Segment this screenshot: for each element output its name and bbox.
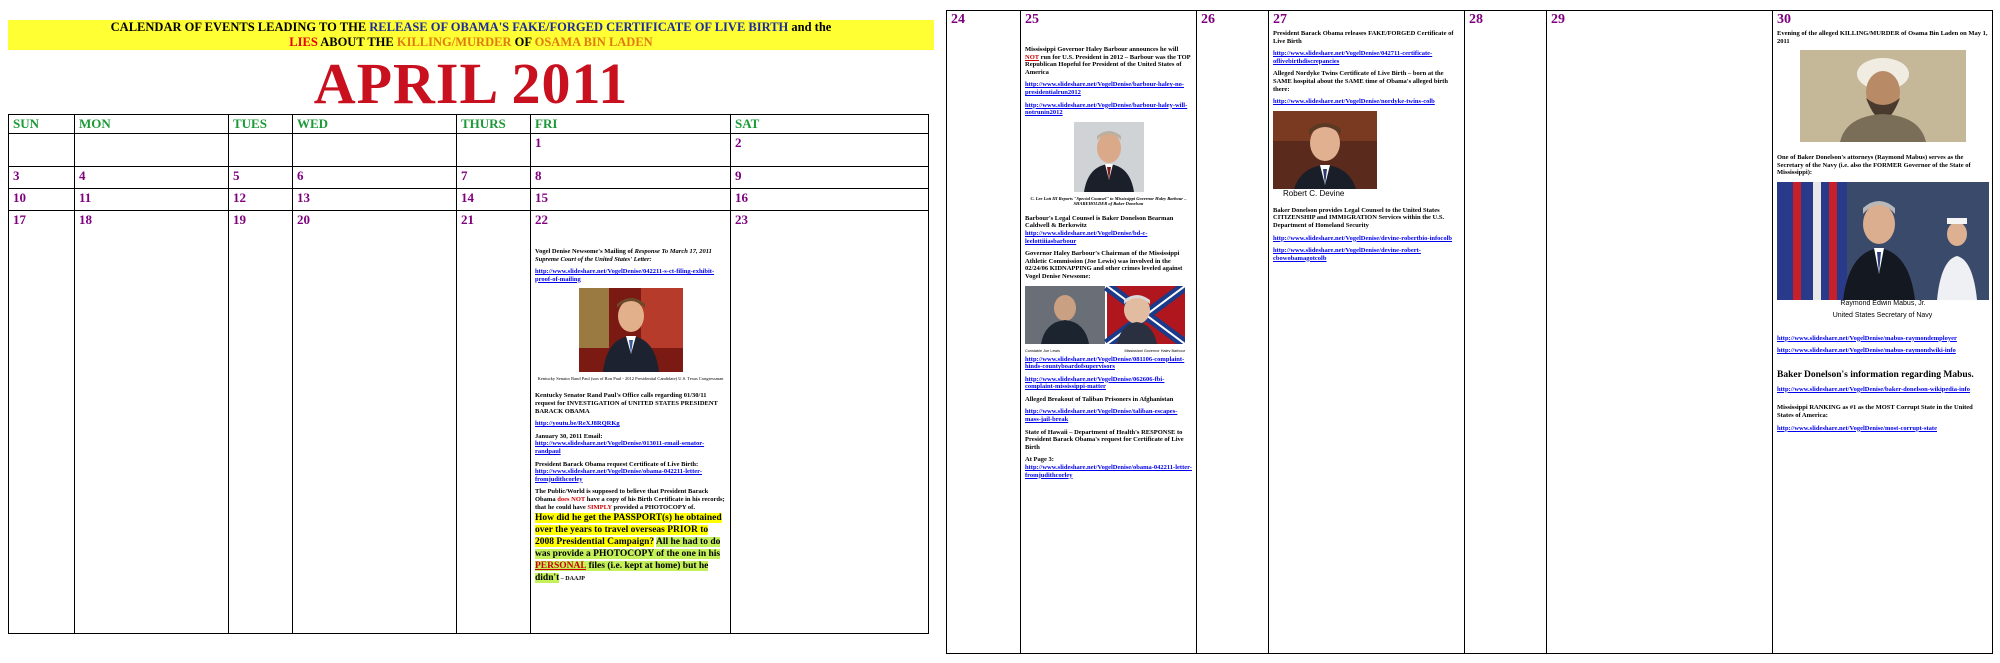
event-links: [1025, 81, 1192, 96]
photo-caption: C. Lee Lott III Reports "Special Counsel" to Mississippi Governor Haley Barbour – SHAREHOLDER of Baker Donelson: [1030, 195, 1187, 206]
day-number: 1: [535, 135, 542, 150]
portrait-pair-icon: [1025, 286, 1185, 344]
banner-lies: LIES: [289, 35, 318, 49]
event-links: [535, 268, 726, 283]
day-cell-empty: [293, 134, 457, 167]
link-hinds-complaint[interactable]: http://www.slideshare.net/VogelDenise/081106-complaint-hinds-countyboardofsupervisors: [1025, 355, 1185, 371]
banner-killing: KILLING/MURDER: [396, 35, 512, 49]
mabus-info-heading: Baker Donelson's information regarding Mabus.: [1777, 369, 1974, 380]
day-cell-8: [531, 167, 731, 189]
event-text: provided a PHOTOCOPY of.: [611, 503, 695, 511]
event-label: President Barack Obama request Certificate of Live Birth:: [535, 460, 699, 468]
calendar-grid-continued: [946, 10, 1993, 654]
day-cell-29: [1547, 11, 1773, 654]
link-fbi-complaint[interactable]: http://www.slideshare.net/VogelDenise/062606-fbi-complaint-mississippi-matter: [1025, 375, 1165, 391]
event-bin-laden: Evening of the alleged KILLING/MURDER of Osama Bin Laden on May 1, 2011: [1777, 30, 1988, 45]
day-cell-1: [531, 134, 731, 167]
day-cell-empty: [75, 134, 229, 167]
event-text-red: SIMPLY: [587, 503, 612, 511]
day-number: 27: [1273, 12, 1287, 27]
event-text: Vogel Denise Newsome's Mailing of: [535, 248, 635, 255]
event-page3: [1025, 456, 1192, 479]
weekday-fri: FRI: [531, 115, 731, 134]
event-text: run for U.S. President in 2012 – Barbour was the TOP Republican Hopeful for President of the United States of America: [1025, 53, 1191, 76]
event-links: [1025, 356, 1192, 371]
day-number: 2: [735, 135, 742, 150]
photo-caption: United States Secretary of Navy: [1832, 311, 1933, 319]
day-number: 28: [1469, 12, 1483, 27]
event-links: [1273, 247, 1460, 262]
day-number: 17: [13, 212, 26, 227]
day-cell-11: [75, 189, 229, 211]
banner-text: OF: [511, 35, 535, 49]
banner-line-1: [8, 20, 934, 35]
photo-caption: Kentucky Senator Rand Paul (son of Ron Paul - 2012 Presidential Candidate) U.S. Texas Congressman: [537, 376, 724, 382]
banner-text: and the: [788, 20, 832, 34]
mabus-photo: [1777, 182, 1989, 310]
week-row: [9, 167, 929, 189]
day-number: 24: [951, 12, 965, 27]
day-cell-12: [229, 189, 293, 211]
day-number: 26: [1201, 12, 1215, 27]
link-mabus-employer[interactable]: http://www.slideshare.net/VogelDenise/mabus-raymondemployer: [1777, 334, 1957, 342]
left-page: [8, 14, 928, 663]
photo-caption: Robert C. Devine: [1283, 188, 1345, 198]
day-cell-9: [731, 167, 929, 189]
day-number: 25: [1025, 12, 1039, 27]
day-number: 22: [535, 212, 548, 227]
day-number: 10: [13, 190, 26, 205]
link-youtube[interactable]: http://youtu.be/ReXJ8RQRKg: [535, 420, 620, 428]
lewis-barbour-photo: [1025, 286, 1185, 352]
day-cell-10: [9, 189, 75, 211]
day-cell-2: [731, 134, 929, 167]
event-mailing: [535, 248, 726, 263]
event-links: [1777, 347, 1988, 355]
event-text: have a copy of his Birth Certificate in his records; that he could have: [535, 495, 725, 511]
event-baker-donelson: Baker Donelson provides Legal Counsel to the United States CITIZENSHIP and IMMIGRATION Services within the U.S. Department of Homeland Security: [1273, 206, 1445, 229]
event-rand-paul: Kentucky Senator Rand Paul's Office calls regarding 01/30/11 request for INVESTIGATION of UNITED STATES PRESIDENT BARACK OBAMA: [535, 392, 718, 415]
link-supreme-court-mailing[interactable]: http://www.slideshare.net/VogelDenise/042211-s-ct-filing-exhibit-proof-of-mailing: [535, 268, 715, 283]
day-number: 18: [79, 212, 92, 227]
event-mabus: One of Baker Donelson's attorneys (Raymond Mabus) serves as the Secretary of the Navy (i.e. also the FORMER Governor of the State of Mississippi):: [1777, 154, 1971, 177]
photo-caption: Mississippi Governor Haley Barbour: [1124, 348, 1185, 352]
day-number: 19: [233, 212, 246, 227]
day-cell-30: [1773, 11, 1993, 654]
day-cell-16: [731, 189, 929, 211]
link-barbour-will-not-run[interactable]: http://www.slideshare.net/VogelDenise/barbour-haley-will-notrunin2012: [1025, 101, 1188, 117]
photo-caption: Constable Joe Lewis: [1025, 348, 1061, 352]
link-email-senator[interactable]: http://www.slideshare.net/VogelDenise/013011-email-senator-randpaul: [535, 440, 705, 455]
note-signature: – DAAJP: [559, 576, 585, 583]
day-cell-21: [457, 211, 531, 634]
link-colb-discrepancies[interactable]: http://www.slideshare.net/VogelDenise/042711-certificate-oflivebirthdiscrepancies: [1273, 50, 1433, 65]
photo-caption-row: [1025, 349, 1185, 352]
note-highlight-personal: PERSONAL: [535, 561, 587, 572]
banner-text: CALENDAR OF EVENTS LEADING TO THE: [110, 20, 370, 34]
day-cell-23: [731, 211, 929, 634]
event-label: January 30, 2011 Email:: [535, 432, 603, 440]
day-cell-7: [457, 167, 531, 189]
event-text: Mississippi Governor Haley Barbour announces he will: [1025, 46, 1179, 53]
note-highlight-green: All he had to do was provide a PHOTOCOPY of the one in his: [535, 537, 721, 560]
lee-lott-photo: [1074, 122, 1144, 192]
week-row: [9, 189, 929, 211]
day-number: 30: [1777, 12, 1791, 27]
link-corley-letter[interactable]: http://www.slideshare.net/VogelDenise/obama-042211-letter-fromjudithcorley: [535, 468, 702, 483]
week-row: [947, 11, 1993, 654]
portrait-icon: [1800, 50, 1966, 142]
event-label: At Page 3:: [1025, 456, 1054, 464]
banner: [8, 20, 934, 50]
day-cell-6: [293, 167, 457, 189]
day-number: 16: [735, 190, 748, 205]
weekday-thurs: THURS: [457, 115, 531, 134]
passport-note: [535, 512, 726, 585]
day-number: 9: [735, 168, 742, 183]
day-cell-3: [9, 167, 75, 189]
day-number: 8: [535, 168, 542, 183]
day-cell-5: [229, 167, 293, 189]
rand-paul-photo: [579, 288, 683, 372]
event-links: [1273, 235, 1460, 243]
day-cell-19: [229, 211, 293, 634]
devine-photo: [1273, 111, 1377, 203]
weekday-wed: WED: [293, 115, 457, 134]
portrait-icon: [1074, 122, 1144, 192]
note-highlight-green: files (i.e. kept at home) but he didn't: [535, 561, 709, 584]
photo-caption: Raymond Edwin Mabus, Jr.: [1840, 299, 1926, 307]
event-text-italic: Response To March 17, 2011 Supreme Court of the United States' Letter:: [535, 248, 712, 263]
bin-laden-photo: [1800, 50, 1966, 142]
link-baker-donelson-wiki[interactable]: http://www.slideshare.net/VogelDenise/baker-donelson-wikipedia-info: [1777, 385, 1970, 393]
event-ranking: Mississippi RANKING as #1 as the MOST Corrupt State in the United States of America:: [1777, 404, 1973, 419]
link-bd-lee-lott[interactable]: http://www.slideshare.net/VogelDenise/bd-c-leelottiiiasbarbour: [1025, 229, 1148, 245]
event-taliban: Alleged Breakout of Taliban Prisoners in Afghanistan: [1025, 395, 1174, 403]
portrait-icon: [579, 288, 683, 372]
event-chairman: Governor Haley Barbour's Chairman of the Mississippi Athletic Commission (Joe Lewis) was involved in the 02/24/06 KIDNAPPING and other crimes leveled against Vogel Denise Newsome:: [1025, 250, 1183, 280]
day-number: 15: [535, 190, 548, 205]
day-cell-24: [947, 11, 1021, 654]
event-nordyke: Alleged Nordyke Twins Certificate of Live Birth – born at the SAME hospital about the SAME time of Obama's alleged birth there:: [1273, 70, 1448, 93]
day-number: 13: [297, 190, 310, 205]
event-text: The Public/World is supposed to believe that President Barack Obama: [535, 488, 709, 503]
week-row: [9, 211, 929, 634]
week-row: [9, 134, 929, 167]
event-links: [1777, 386, 1988, 394]
day-cell-28: [1465, 11, 1547, 654]
weekday-mon: MON: [75, 115, 229, 134]
day-number: 11: [79, 190, 92, 205]
day-number: 7: [461, 168, 468, 183]
banner-osama: OSAMA BIN LADEN: [534, 35, 653, 49]
event-links: [1025, 408, 1192, 423]
day-cell-20: [293, 211, 457, 634]
event-links: [1273, 98, 1460, 106]
event-links: [1025, 376, 1192, 391]
day-number: 23: [735, 212, 748, 227]
day-cell-empty: [457, 134, 531, 167]
day-cell-26: [1197, 11, 1269, 654]
event-links: [1025, 102, 1192, 117]
day-cell-18: [75, 211, 229, 634]
event-links: [1273, 50, 1460, 65]
link-nordyke-twins[interactable]: http://www.slideshare.net/VogelDenise/nordyke-twins-colb: [1273, 98, 1435, 106]
link-taliban-jailbreak[interactable]: http://www.slideshare.net/VogelDenise/taliban-escapes-mass-jail-break: [1025, 408, 1178, 424]
link-hawaii-letter[interactable]: http://www.slideshare.net/VogelDenise/obama-042211-letter-fromjudithcorley: [1025, 464, 1192, 479]
event-release: President Barack Obama releases FAKE/FORGED Certificate of Live Birth: [1273, 30, 1454, 45]
event-text-red: NOT: [1025, 53, 1039, 61]
weekday-tues: TUES: [229, 115, 293, 134]
day-cell-14: [457, 189, 531, 211]
link-devine-colb[interactable]: http://www.slideshare.net/VogelDenise/devine-robert-cbowobamagotcolb: [1273, 247, 1421, 262]
note-highlight-yellow: How did he get the PASSPORT(s) he obtained over the years to travel overseas PRIOR to 2008 Presidential Campaign?: [535, 513, 722, 548]
weekday-header-row: [9, 115, 929, 134]
day-number: 21: [461, 212, 474, 227]
banner-text: ABOUT THE: [317, 35, 397, 49]
day-number: 6: [297, 168, 304, 183]
event-email: [535, 433, 726, 456]
event-text-red: does NOT: [557, 495, 586, 503]
calendar-grid: [8, 114, 929, 634]
day-number: 29: [1551, 12, 1565, 27]
event-barbour: [1025, 46, 1192, 76]
day-cell-13: [293, 189, 457, 211]
day-number: 3: [13, 168, 20, 183]
link-devine-bio[interactable]: http://www.slideshare.net/VogelDenise/devine-robertbio-infocolb: [1273, 234, 1452, 242]
banner-line-2: [8, 35, 934, 50]
day-number: 5: [233, 168, 240, 183]
day-cell-empty: [9, 134, 75, 167]
day-cell-27: [1269, 11, 1465, 654]
day-number: 20: [297, 212, 310, 227]
link-barbour-no-run[interactable]: http://www.slideshare.net/VogelDenise/barbour-haley-no-presidentialrun2012: [1025, 81, 1185, 96]
page-title: APRIL 2011: [313, 51, 629, 116]
day-number: 12: [233, 190, 246, 205]
weekday-sun: SUN: [9, 115, 75, 134]
banner-highlight: RELEASE OF OBAMA'S FAKE/FORGED CERTIFICATE OF LIVE BIRTH: [369, 20, 789, 34]
event-hawaii: State of Hawaii – Department of Health's RESPONSE to President Barack Obama's request for Certificate of Live Birth: [1025, 428, 1184, 451]
day-cell-22: [531, 211, 731, 634]
day-number: 14: [461, 190, 474, 205]
day-cell-15: [531, 189, 731, 211]
day-cell-17: [9, 211, 75, 634]
day-cell-4: [75, 167, 229, 189]
event-legal-counsel: [1025, 215, 1192, 245]
event-links: [1777, 335, 1988, 343]
event-text: Barbour's Legal Counsel is Baker Donelson Bearman Caldwell & Berkowitz: [1025, 214, 1174, 230]
link-mabus-wiki[interactable]: http://www.slideshare.net/VogelDenise/mabus-raymondwiki-info: [1777, 347, 1956, 355]
event-links: [535, 420, 726, 428]
day-cell-empty: [229, 134, 293, 167]
event-request: [535, 461, 726, 484]
link-most-corrupt-state[interactable]: http://www.slideshare.net/VogelDenise/most-corrupt-state: [1777, 424, 1937, 432]
weekday-sat: SAT: [731, 115, 929, 134]
event-links: [1777, 425, 1988, 433]
day-cell-25: [1021, 11, 1197, 654]
day-number: 4: [79, 168, 86, 183]
event-public-world: [535, 488, 726, 511]
portrait-icon: [1777, 182, 1989, 300]
